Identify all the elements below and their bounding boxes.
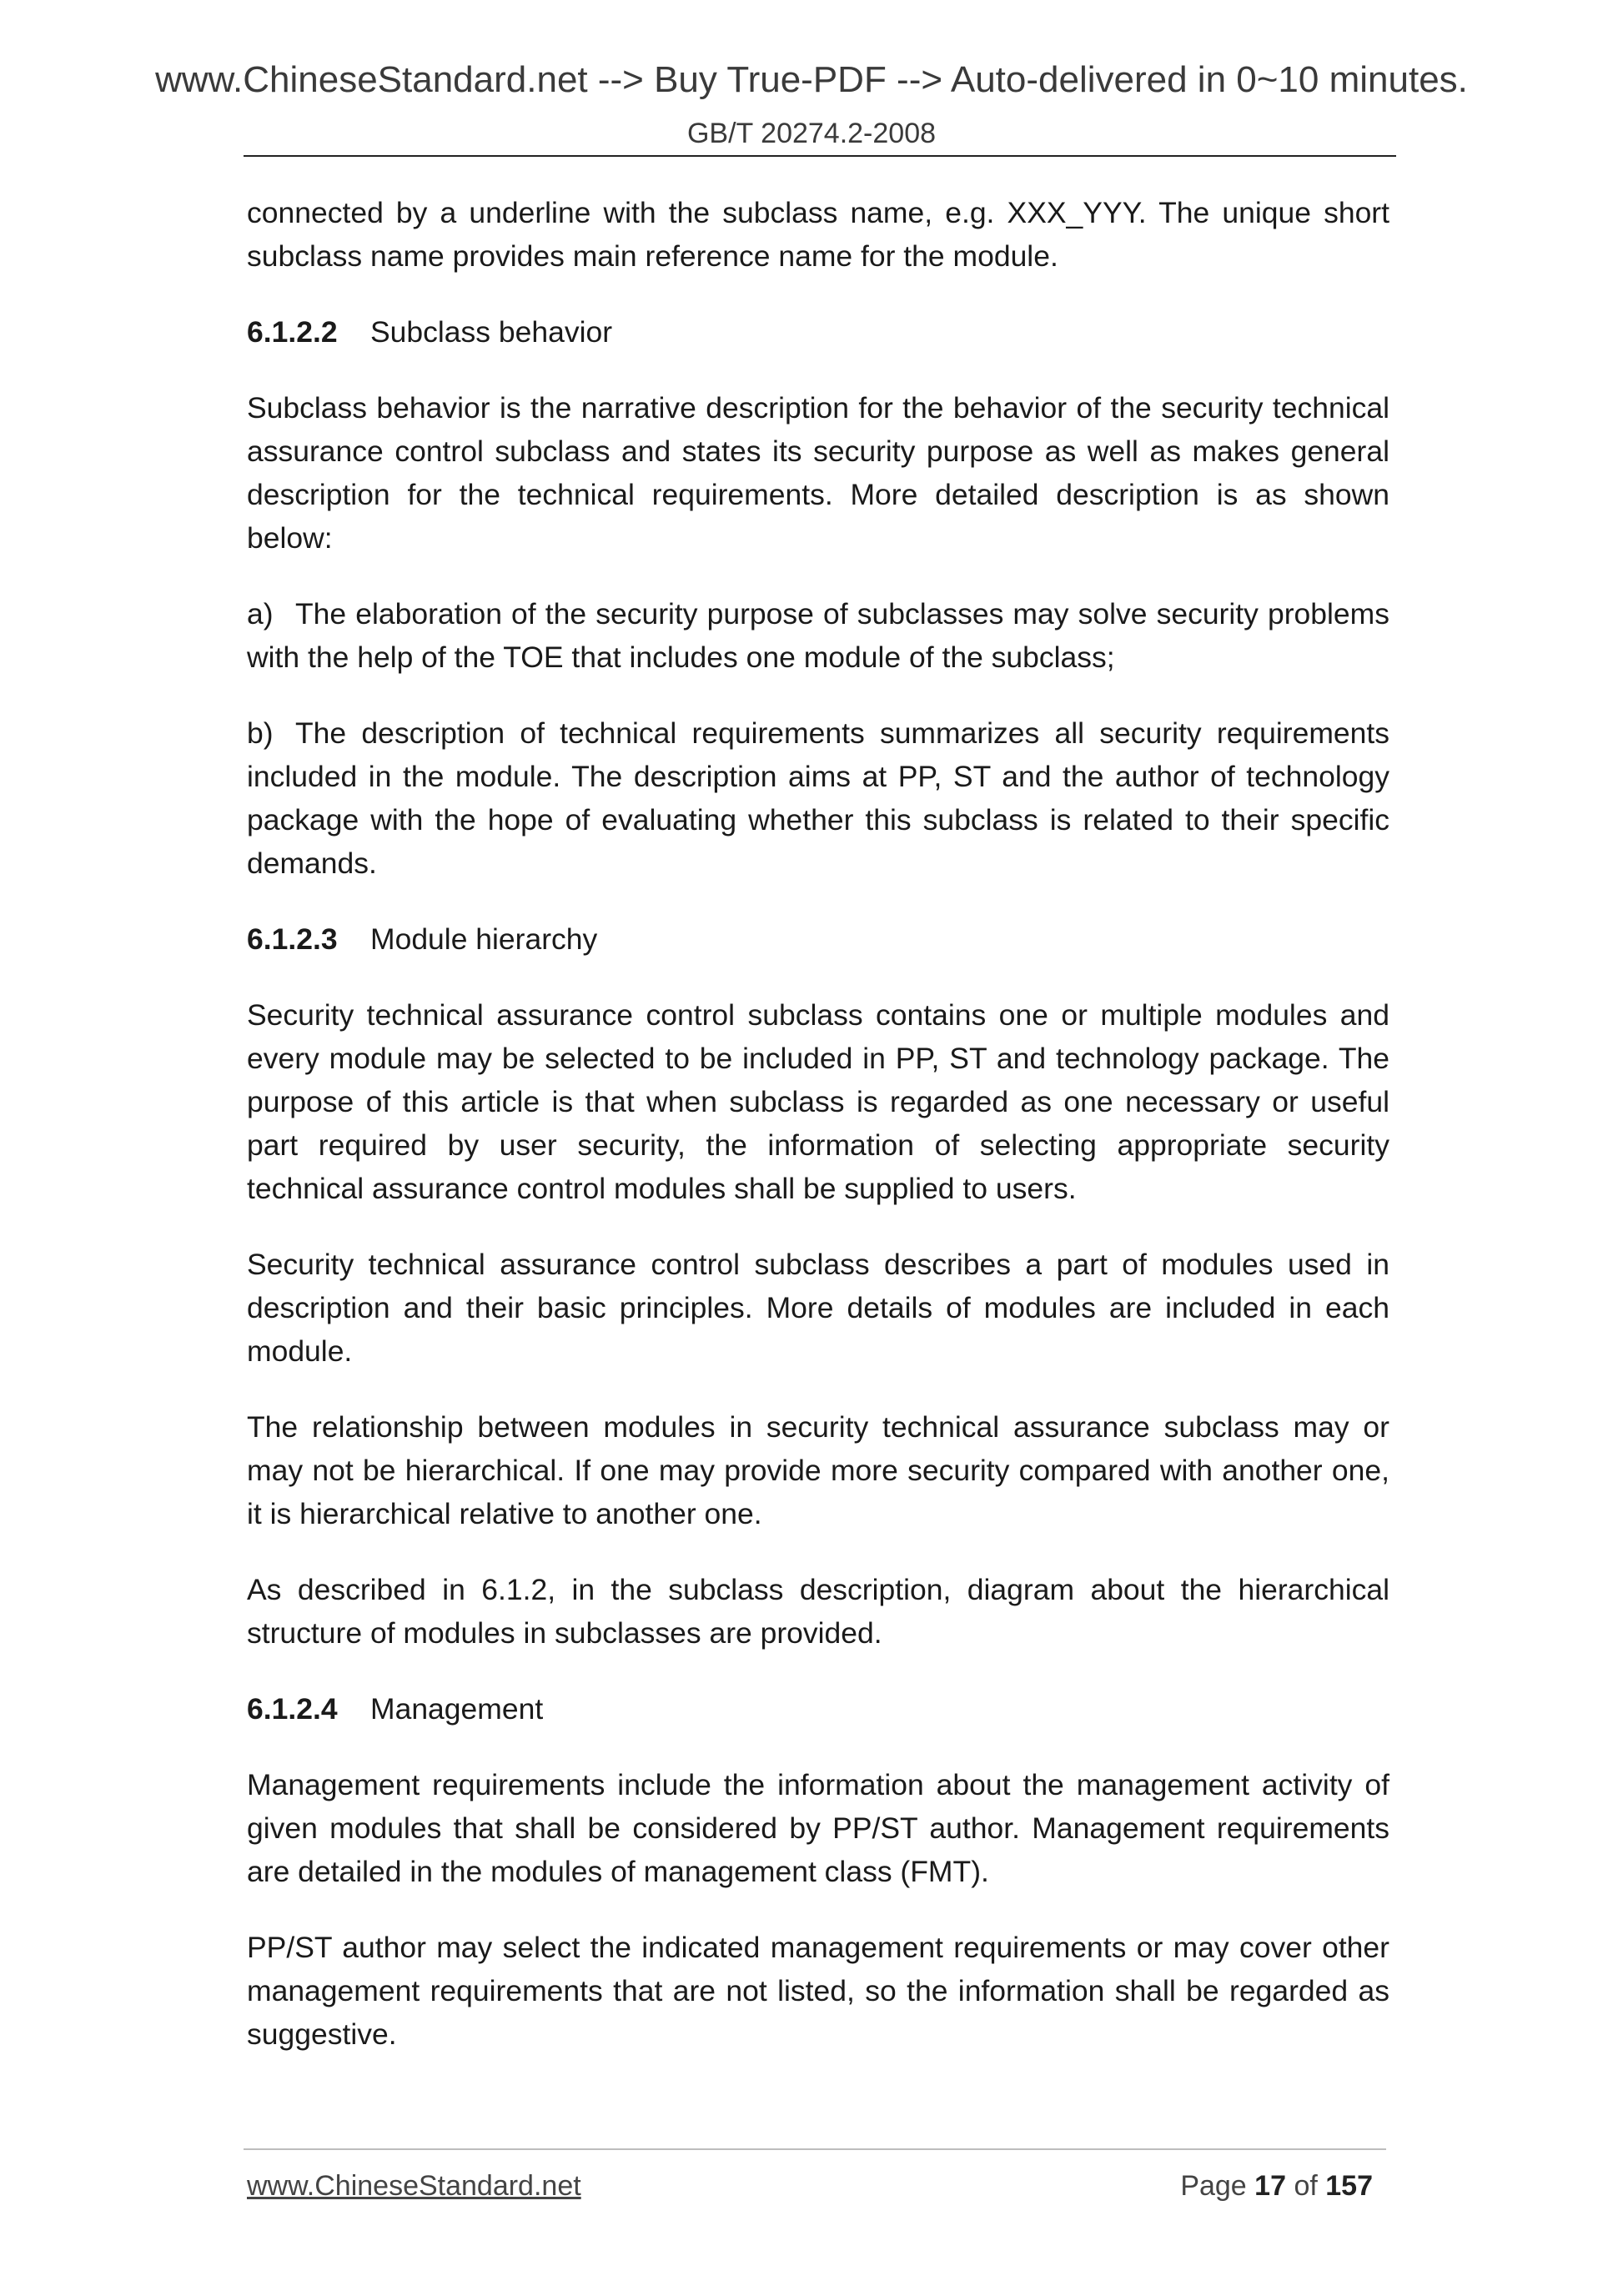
section-number: 6.1.2.3 xyxy=(247,922,338,956)
paragraph-continuation: connected by a underline with the subclass name, e.g. XXX_YYY. The unique short subclass name provides main reference name for the module. xyxy=(247,196,1389,273)
header-divider xyxy=(244,155,1396,157)
list-item-a xyxy=(247,592,1389,679)
list-item-b xyxy=(247,711,1389,885)
section-heading-6-1-2-2 xyxy=(247,310,1389,354)
footer-site-link[interactable]: www.ChineseStandard.net xyxy=(247,2170,581,2202)
section-number: 6.1.2.2 xyxy=(247,315,338,349)
site-banner: www.ChineseStandard.net --> Buy True-PDF --> Auto-delivered in 0~10 minutes. xyxy=(155,59,1468,100)
paragraph-management-1: Management requirements include the information about the management activity of given modules that shall be considered by PP/ST author. Management requirements are detailed in the modules of management class (FMT). xyxy=(247,1768,1389,1888)
list-marker: a) xyxy=(247,597,274,631)
list-marker: b) xyxy=(247,716,274,750)
paragraph-hierarchy-3: The relationship between modules in security technical assurance subclass may or may not be hierarchical. If one may provide more security compared with another one, it is hierarchical relative to another one. xyxy=(247,1410,1389,1530)
standard-code: GB/T 20274.2-2008 xyxy=(686,118,937,149)
footer-divider xyxy=(244,2148,1386,2150)
list-item-text: The elaboration of the security purpose of subclasses may solve security problems with the help of the TOE that includes one module of the subclass; xyxy=(247,597,1389,674)
document-body xyxy=(247,191,1389,2088)
section-number: 6.1.2.4 xyxy=(247,1692,338,1726)
paragraph-subclass-behavior: Subclass behavior is the narrative description for the behavior of the security technical assurance control subclass and states its security purpose as well as makes general description for the technical requirements. More detailed description is as shown below: xyxy=(247,391,1389,555)
paragraph-hierarchy-4: As described in 6.1.2, in the subclass description, diagram about the hierarchical structure of modules in subclasses are provided. xyxy=(247,1573,1389,1650)
paragraph-hierarchy-1: Security technical assurance control subclass contains one or multiple modules and every module may be selected to be included in PP, ST and technology package. The purpose of this article is that when subclass is regarded as one necessary or useful part required by user security, the information of selecting appropriate security technical assurance control modules shall be supplied to users. xyxy=(247,998,1389,1205)
page-of: of xyxy=(1294,2170,1318,2202)
paragraph-management-2: PP/ST author may select the indicated management requirements or may cover other management requirements that are not listed, so the information shall be regarded as suggestive. xyxy=(247,1931,1389,2051)
section-title: Management xyxy=(370,1692,544,1726)
page-current: 17 xyxy=(1254,2170,1286,2202)
paragraph-hierarchy-2: Security technical assurance control subclass describes a part of modules used in description and their basic principles. More details of modules are included in each module. xyxy=(247,1248,1389,1368)
page-total: 157 xyxy=(1325,2170,1373,2202)
page-prefix: Page xyxy=(1180,2170,1247,2202)
section-heading-6-1-2-3 xyxy=(247,917,1389,961)
section-title: Module hierarchy xyxy=(370,922,598,956)
section-heading-6-1-2-4 xyxy=(247,1687,1389,1731)
section-title: Subclass behavior xyxy=(370,315,613,349)
page-indicator xyxy=(1180,2172,1373,2200)
list-item-text: The description of technical requirements summarizes all security requirements included in the module. The description aims at PP, ST and the author of technology package with the hope of evaluating whether this subclass is related to their specific demands. xyxy=(247,716,1389,880)
